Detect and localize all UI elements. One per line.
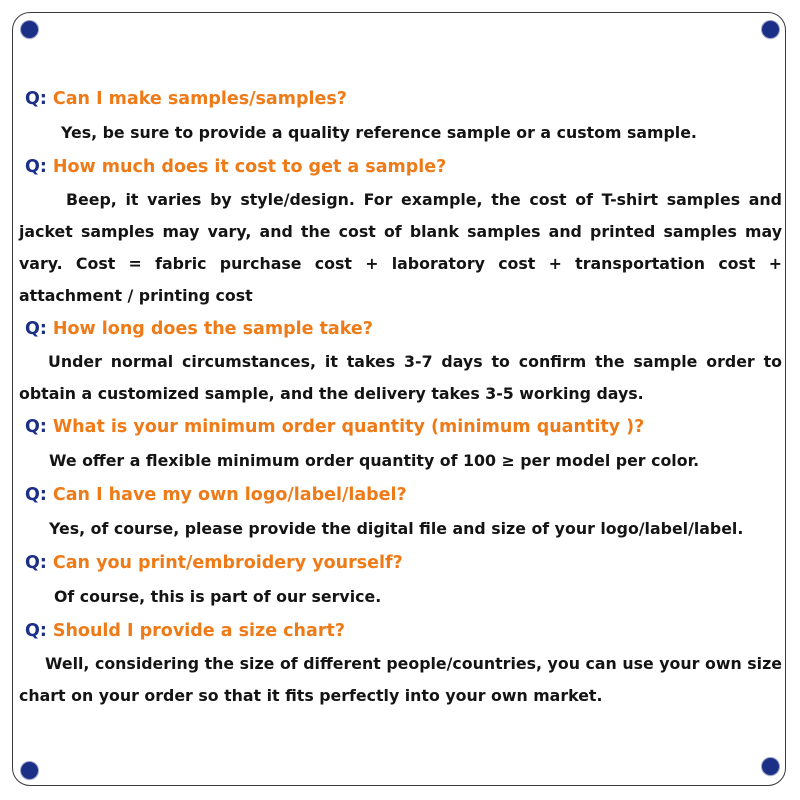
faq-answer: Of course, this is part of our service. (54, 587, 382, 606)
question-text: How much does it cost to get a sample? (52, 157, 447, 177)
question-text: Can I have my own logo/label/label? (52, 485, 407, 505)
q-prefix: Q: (25, 553, 47, 573)
question-text: What is your minimum order quantity (minimum quantity )? (52, 417, 645, 437)
faq-question (19, 614, 782, 648)
q-prefix: Q: (25, 417, 47, 437)
faq-answer: Beep, it varies by style/design. For example, the cost of T-shirt samples and jacket samples may vary, and the cost of blank samples and printed samples may vary. Cost = fabric purchase cost + laboratory cost + transportation cost + attachment / printing cost (19, 190, 782, 305)
faq-item-sample-time (19, 312, 782, 410)
corner-dot-icon (21, 21, 38, 38)
faq-answer: Yes, of course, please provide the digital file and size of your logo/label/label. (49, 519, 744, 538)
faq-answer: We offer a flexible minimum order quantity of 100 ≥ per model per color. (49, 451, 700, 470)
faq-item-samples (19, 82, 782, 150)
question-text: Can you print/embroidery yourself? (52, 553, 403, 573)
q-prefix: Q: (25, 319, 47, 339)
faq-question (19, 150, 782, 184)
q-prefix: Q: (25, 621, 47, 641)
corner-dot-icon (762, 758, 779, 775)
faq-item-sample-cost (19, 150, 782, 312)
faq-answer: Under normal circumstances, it takes 3-7 days to confirm the sample order to obtain a customized sample, and the delivery takes 3-5 working days. (19, 352, 782, 403)
question-text: Should I provide a size chart? (52, 621, 345, 641)
faq-question (19, 82, 782, 116)
faq-answer: Well, considering the size of different people/countries, you can use your own size chart on your order so that it fits perfectly into your own market. (19, 654, 782, 705)
faq-item-print-embroidery (19, 546, 782, 614)
faq-question (19, 410, 782, 444)
q-prefix: Q: (25, 485, 47, 505)
faq-answer: Yes, be sure to provide a quality reference sample or a custom sample. (61, 123, 697, 142)
corner-dot-icon (21, 762, 38, 779)
question-text: Can I make samples/samples? (52, 89, 347, 109)
faq-list (19, 82, 782, 712)
corner-dot-icon (762, 21, 779, 38)
faq-item-own-logo (19, 478, 782, 546)
faq-question (19, 478, 782, 512)
faq-question (19, 546, 782, 580)
faq-item-moq (19, 410, 782, 478)
q-prefix: Q: (25, 157, 47, 177)
faq-question (19, 312, 782, 346)
question-text: How long does the sample take? (52, 319, 373, 339)
q-prefix: Q: (25, 89, 47, 109)
faq-item-size-chart (19, 614, 782, 712)
